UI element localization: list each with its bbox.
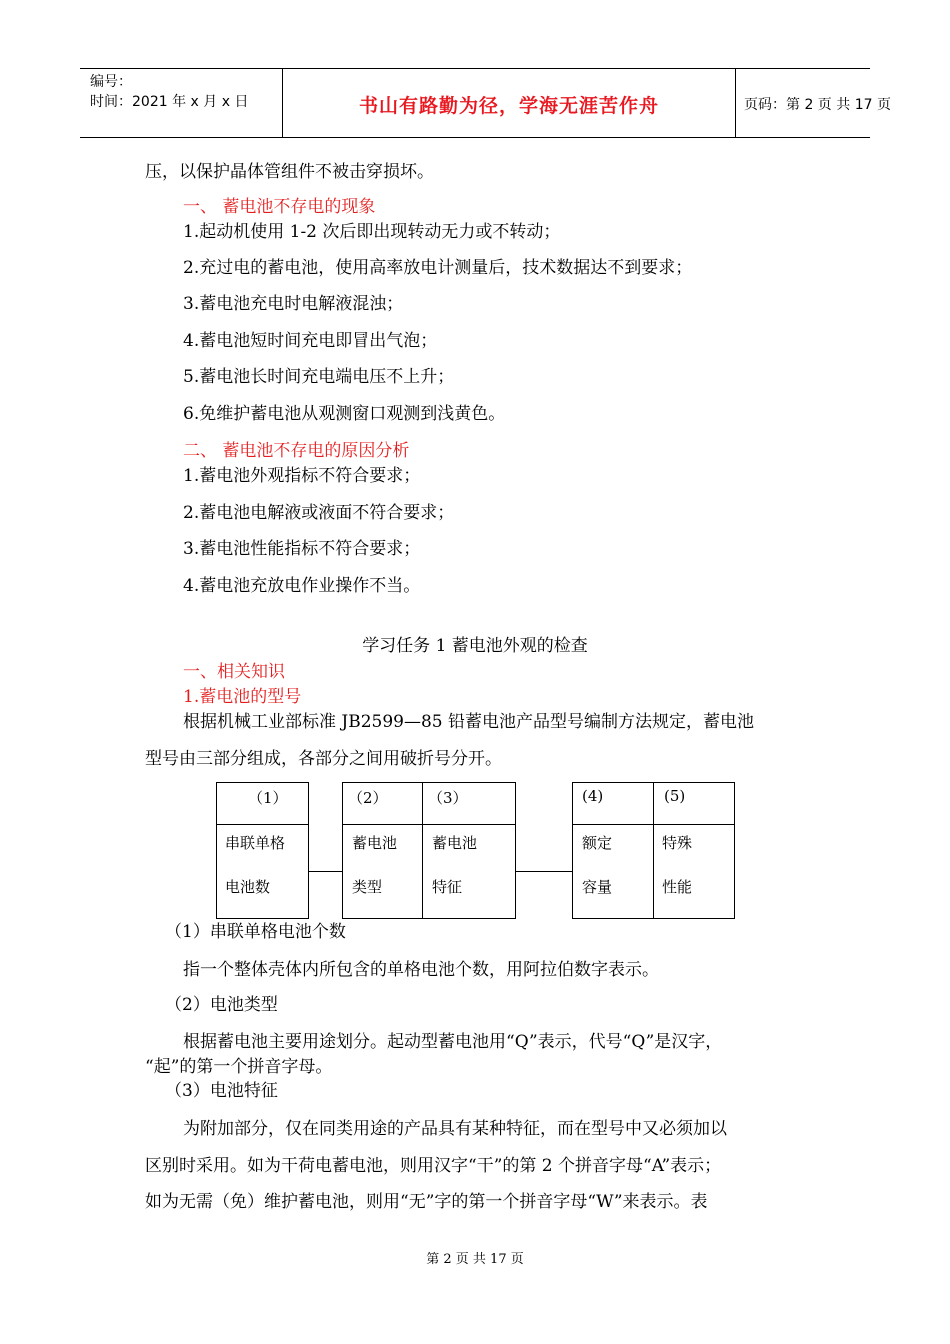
box-3b-num: (5)	[664, 787, 686, 805]
para-1-line-2: 型号由三部分组成，各部分之间用破折号分开。	[145, 749, 502, 769]
diagram-divider	[216, 824, 309, 825]
box-2a-line-2: 类型	[352, 878, 383, 896]
section-1-item: 3.蓄电池充电时电解液混浊；	[183, 294, 404, 314]
box-3b-line-1: 特殊	[662, 834, 693, 852]
box-1-num: （1）	[248, 789, 288, 807]
header-page-info: 页码：第 2 页 共 17 页	[744, 97, 891, 113]
diagram-divider	[653, 782, 654, 919]
number-label: 编号：	[90, 74, 132, 90]
section-2-item: 3.蓄电池性能指标不符合要求；	[183, 539, 421, 559]
section-2-item: 1.蓄电池外观指标不符合要求；	[183, 466, 421, 486]
header-meta	[80, 69, 282, 137]
knowledge-title: 一、相关知识	[183, 662, 285, 682]
body-line-0: 压，以保护晶体管组件不被击穿损坏。	[145, 162, 434, 182]
box-2b-num: （3）	[428, 789, 468, 807]
time-label: 时间：2021 年 x 月 x 日	[90, 94, 249, 110]
item-3-line-1: 为附加部分，仅在同类用途的产品具有某种特征，而在型号中又必须加以	[183, 1119, 727, 1139]
item-2-line-1: 根据蓄电池主要用途划分。起动型蓄电池用“Q”表示，代号“Q”是汉字，	[183, 1032, 723, 1052]
section-2-item: 2.蓄电池电解液或液面不符合要求；	[183, 503, 455, 523]
item-1-text: 指一个整体壳体内所包含的单格电池个数，用阿拉伯数字表示。	[183, 960, 659, 980]
header-page-cell	[736, 69, 891, 137]
box-2b-line-1: 蓄电池	[432, 834, 478, 852]
box-2b-line-2: 特征	[432, 878, 463, 896]
box-3a-line-1: 额定	[582, 834, 613, 852]
item-2-line-2: “起”的第一个拼音字母。	[145, 1057, 333, 1077]
header-motto-cell	[282, 69, 736, 137]
header-motto: 书山有路勤为径，学海无涯苦作舟	[358, 95, 659, 117]
section-2-title: 二、 蓄电池不存电的原因分析	[183, 441, 410, 461]
section-1-item: 4.蓄电池短时间充电即冒出气泡；	[183, 331, 438, 351]
section-1-item: 1.起动机使用 1-2 次后即出现转动无力或不转动；	[183, 222, 561, 242]
item-3-line-3: 如为无需（免）维护蓄电池，则用“无”字的第一个拼音字母“W”来表示。表	[145, 1192, 708, 1212]
box-2a-line-1: 蓄电池	[352, 834, 398, 852]
diagram-connector	[516, 871, 573, 872]
section-1-item: 5.蓄电池长时间充电端电压不上升；	[183, 367, 455, 387]
box-3b-line-2: 性能	[662, 878, 693, 896]
diagram-divider	[342, 824, 516, 825]
item-3-line-2: 区别时采用。如为干荷电蓄电池，则用汉字“干”的第 2 个拼音字母“A”表示；	[145, 1156, 722, 1176]
item-1-title: （1）串联单格电池个数	[165, 922, 346, 942]
section-1-item: 2.充过电的蓄电池，使用高率放电计测量后，技术数据达不到要求；	[183, 258, 693, 278]
diagram-connector	[309, 871, 343, 872]
page-footer: 第 2 页 共 17 页	[426, 1252, 524, 1267]
section-1-title: 一、 蓄电池不存电的现象	[183, 197, 376, 217]
box-3a-line-2: 容量	[582, 878, 613, 896]
para-1-line-1: 根据机械工业部标准 JB2599—85 铅蓄电池产品型号编制方法规定，蓄电池	[183, 712, 755, 732]
box-1-line-1: 串联单格	[225, 834, 286, 852]
item-2-title: （2）电池类型	[165, 995, 278, 1015]
task-title: 学习任务 1 蓄电池外观的检查	[362, 636, 588, 656]
box-2a-num: （2）	[348, 789, 388, 807]
item-3-title: （3）电池特征	[165, 1081, 278, 1101]
section-1-item: 6.免维护蓄电池从观测窗口观测到浅黄色。	[183, 404, 506, 424]
box-1-line-2: 电池数	[225, 878, 271, 896]
section-2-item: 4.蓄电池充放电作业操作不当。	[183, 576, 421, 596]
model-title: 1.蓄电池的型号	[183, 687, 302, 707]
page-header	[80, 68, 891, 138]
diagram-divider	[422, 782, 423, 919]
box-3a-num: (4)	[582, 787, 604, 805]
